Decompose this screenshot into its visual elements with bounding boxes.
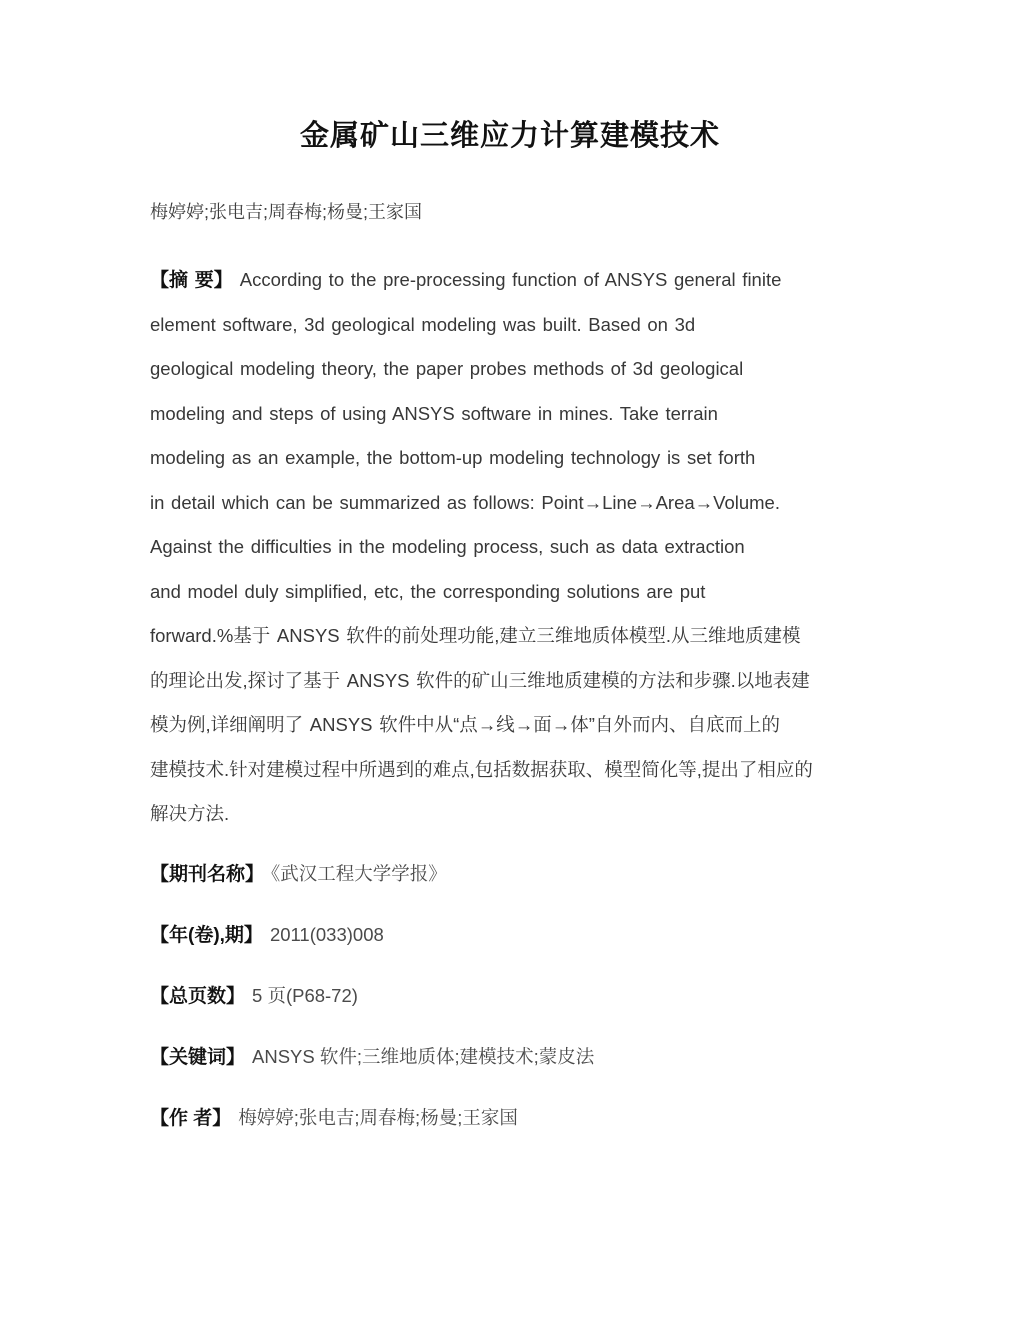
- abstract-line: 的理论出发,探讨了基于 ANSYS 软件的矿山三维地质建模的方法和步骤.以地表建: [150, 669, 810, 691]
- meta-row-page-count: [150, 983, 870, 1010]
- meta-row-journal-name: [150, 861, 870, 888]
- abstract-line: and model duly simplified, etc, the corresponding solutions are put: [150, 580, 706, 602]
- meta-value: 梅婷婷;张电吉;周春梅;杨曼;王家国: [238, 1106, 518, 1128]
- abstract-section: [150, 258, 870, 837]
- abstract-line: forward.%基于 ANSYS 软件的前处理功能,建立三维地质体模型.从三维地质建模: [150, 625, 801, 646]
- meta-value: 5 页(P68-72): [252, 984, 358, 1006]
- abstract-line: element software, 3d geological modeling was built. Based on 3d: [150, 313, 696, 335]
- abstract-line: [150, 258, 870, 303]
- abstract-line: 解决方法.: [150, 803, 230, 824]
- abstract-line: 建模技术.针对建模过程中所遇到的难点,包括数据获取、模型简化等,提出了相应的: [150, 758, 813, 780]
- meta-row-year-volume-issue: [150, 922, 870, 949]
- abstract-line: geological modeling theory, the paper probes methods of 3d geological: [150, 358, 744, 379]
- meta-label: 【作 者】: [150, 1107, 232, 1129]
- meta-label: 【关键词】: [150, 1046, 246, 1068]
- abstract-line: modeling and steps of using ANSYS software in mines. Take terrain: [150, 402, 718, 424]
- abstract-line: in detail which can be summarized as follows: Point→Line→Area→Volume.: [150, 491, 780, 513]
- abstract-label: 【摘 要】: [150, 270, 233, 291]
- meta-value: 《武汉工程大学学报》: [271, 862, 447, 884]
- meta-row-authors: [150, 1105, 870, 1132]
- meta-row-keywords: [150, 1044, 870, 1071]
- abstract-text: According to the pre-processing function of ANSYS general finite: [239, 269, 782, 290]
- meta-label: 【总页数】: [150, 985, 246, 1007]
- meta-label: 【期刊名称】: [150, 863, 265, 885]
- abstract-line: 模为例,详细阐明了 ANSYS 软件中从“点→线→面→体”自外而内、自底而上的: [150, 714, 780, 735]
- metadata-section: [150, 861, 870, 1132]
- meta-label: 【年(卷),期】: [150, 924, 263, 946]
- meta-value: ANSYS 软件;三维地质体;建模技术;蒙皮法: [252, 1045, 595, 1067]
- article-title: 金属矿山三维应力计算建模技术: [299, 120, 720, 152]
- abstract-line: Against the difficulties in the modeling process, such as data extraction: [150, 536, 745, 557]
- abstract-line: modeling as an example, the bottom-up modeling technology is set forth: [150, 447, 756, 468]
- article-authors: 梅婷婷;张电吉;周春梅;杨曼;王家国: [150, 202, 423, 222]
- meta-value: 2011(033)008: [269, 923, 384, 945]
